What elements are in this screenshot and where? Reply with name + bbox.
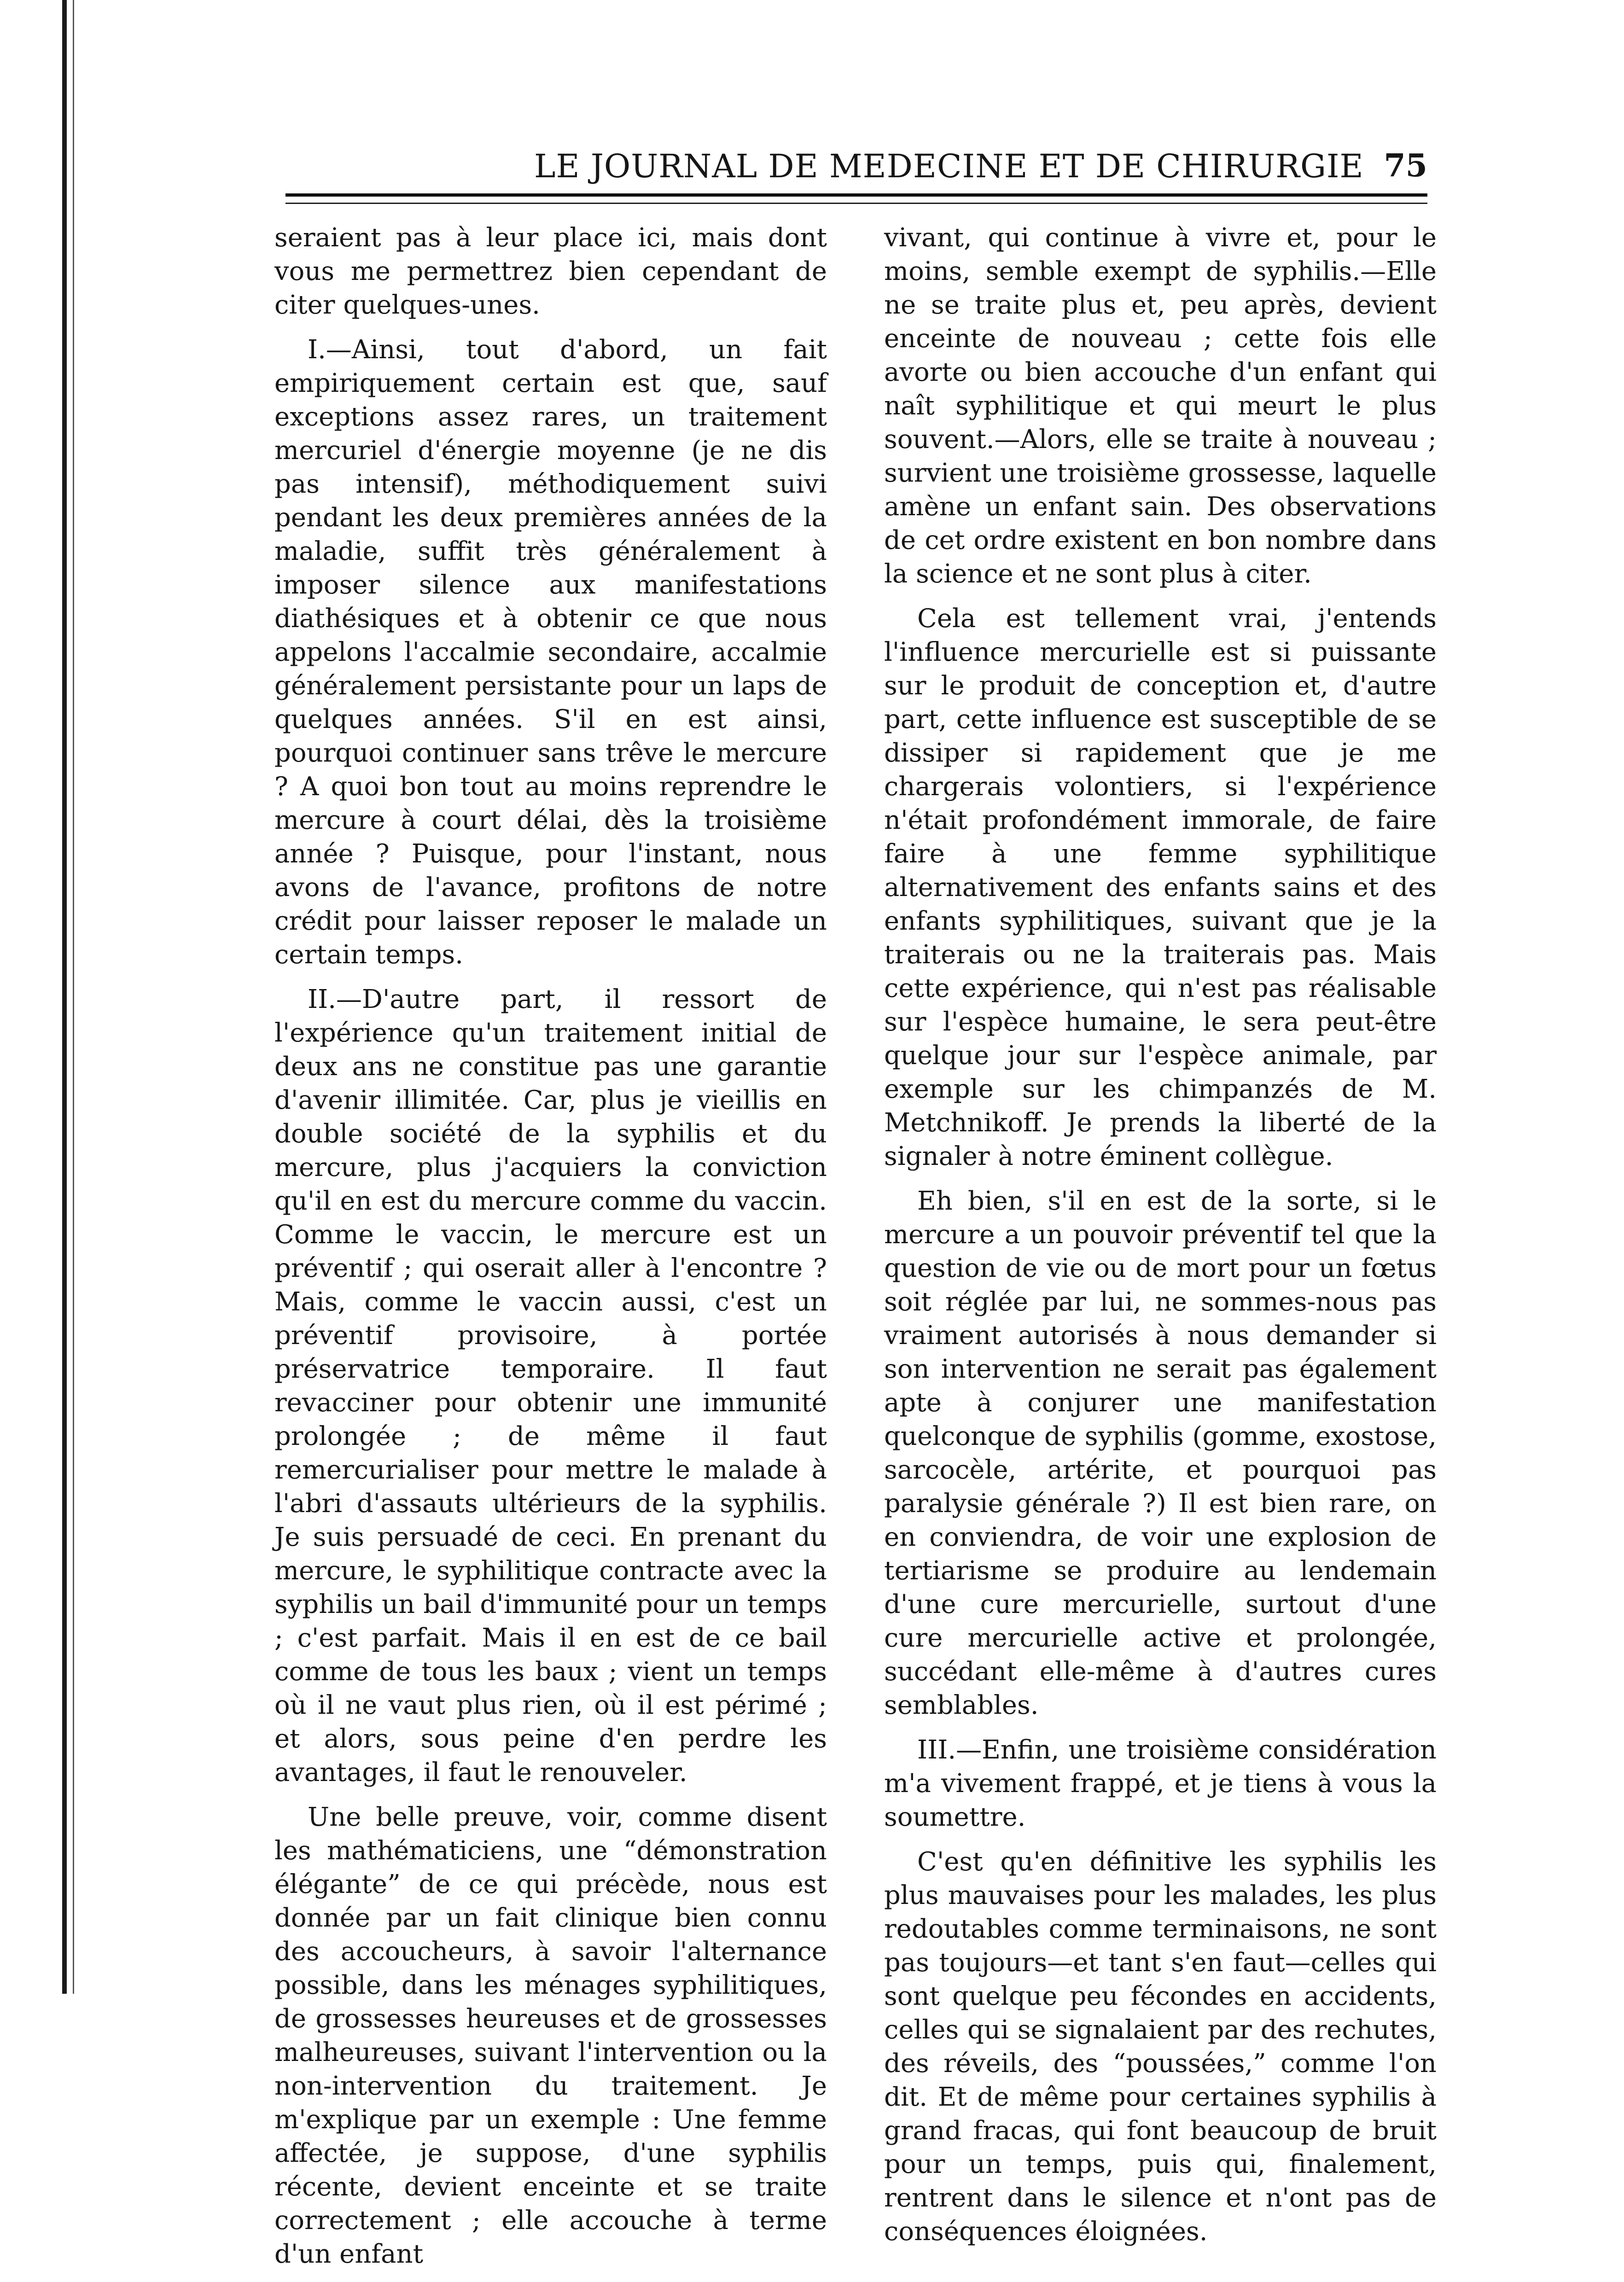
paragraph: Une belle preuve, voir, comme disent les mathématiciens, une “démonstration élégante” de ce qui précède, nous est donnée par un fait clinique bien connu des accoucheurs, à savoir l'alternance possible, dans les ménages syphilitiques, de grossesses heureuses et de grossesses malheureuses, suivant l'intervention ou la non-intervention du traitement. Je m'explique par un exemple : Une femme affectée, je suppose, d'une syphilis récente, devient enceinte et se traite correctement ; elle accouche à terme d'un enfant [274, 1802, 827, 2269]
paragraph: Cela est tellement vrai, j'entends l'influence mercurielle est si puissante sur le produit de conception et, d'autre part, cette influence est susceptible de se dissiper si rapidement que je me chargerais volontiers, si l'expérience n'était profondément immorale, de faire faire à une femme syphilitique alternativement des enfants sains et des enfants syphilitiques, suivant que je la traiterais ou ne la traiterais pas. Mais cette expérience, qui n'est pas réalisable sur l'espèce humaine, le sera peut-être quelque jour sur l'espèce animale, par exemple sur les chimpanzés de M. Metchnikoff. Je prends la liberté de la signaler à notre éminent collègue. [884, 604, 1437, 1171]
paragraph: vivant, qui continue à vivre et, pour le moins, semble exempt de syphilis.—Elle ne se traite plus et, peu après, devient enceinte de nouveau ; cette fois elle avorte ou bien accouche d'un enfant qui naît syphilitique et qui meurt le plus souvent.—Alors, elle se traite à nouveau ; survient une troisième grossesse, laquelle amène un enfant sain. Des observations de cet ordre existent en bon nombre dans la science et ne sont plus à citer. [884, 223, 1437, 589]
journal-title: LE JOURNAL DE MEDECINE ET DE CHIRURGIE [534, 147, 1364, 185]
paragraph: I.—Ainsi, tout d'abord, un fait empiriquement certain est que, sauf exceptions assez rares, un traitement mercuriel d'énergie moyenne (je ne dis pas intensif), méthodiquement suivi pendant les deux premières années de la maladie, suffit très généralement à imposer silence aux manifestations diathésiques et à obtenir ce que nous appelons l'accalmie secondaire, accalmie généralement persistante pour un laps de quelques années. S'il en est ainsi, pourquoi continuer sans trêve le mercure ? A quoi bon tout au moins reprendre le mercure à court délai, dès la troisième année ? Puisque, pour l'instant, nous avons de l'avance, profitons de notre crédit pour laisser reposer le malade un certain temps. [274, 335, 827, 970]
paragraph: III.—Enfin, une troisième considération m'a vivement frappé, et je tiens à vous la soumettre. [884, 1735, 1437, 1832]
paragraph: II.—D'autre part, il ressort de l'expérience qu'un traitement initial de deux ans ne constitue pas une garantie d'avenir illimitée. Car, plus je vieillis en double société de la syphilis et du mercure, plus j'acquiers la conviction qu'il en est du mercure comme du vaccin. Comme le vaccin, le mercure est un préventif ; qui oserait aller à l'encontre ? Mais, comme le vaccin aussi, c'est un préventif provisoire, à portée préservatrice temporaire. Il faut revacciner pour obtenir une immunité prolongée ; de même il faut remercurialiser pour mettre le malade à l'abri d'assauts ultérieurs de la syphilis. Je suis persuadé de ceci. En prenant du mercure, le syphilitique contracte avec la syphilis un bail d'immunité pour un temps ; c'est parfait. Mais il en est de ce bail comme de tous les baux ; vient un temps où il ne vaut plus rien, où il est périmé ; et alors, sous peine d'en perdre les avantages, il faut le renouveler. [274, 984, 827, 1787]
running-header [285, 143, 1427, 198]
scan-binding-edge [62, 0, 67, 1994]
paragraph: seraient pas à leur place ici, mais dont vous me permettrez bien cependant de citer quelques-unes. [274, 223, 827, 320]
left-column [274, 221, 827, 2282]
header-rule-thin [285, 203, 1427, 204]
right-column [884, 221, 1437, 2259]
page-number: 75 [1384, 147, 1427, 184]
paragraph: Eh bien, s'il en est de la sorte, si le mercure a un pouvoir préventif tel que la question de vie ou de mort pour un fœtus soit réglée par lui, ne sommes-nous pas vraiment autorisés à nous demander si son intervention ne serait pas également apte à conjurer une manifestation quelconque de syphilis (gomme, exostose, sarcocèle, artérite, et pourquoi pas paralysie générale ?) Il est bien rare, on en conviendra, de voir une explosion de tertiarisme se produire au lendemain d'une cure mercurielle, surtout d'une cure mercurielle active et prolongée, succédant elle-même à d'autres cures semblables. [884, 1186, 1437, 1720]
header-rule [285, 193, 1427, 197]
scan-binding-shadow [73, 0, 74, 1994]
paragraph: C'est qu'en définitive les syphilis les plus mauvaises pour les malades, les plus redoutables comme terminaisons, ne sont pas toujours—et tant s'en faut—celles qui sont quelque peu fécondes en accidents, celles qui se signalaient par des rechutes, des réveils, des “poussées,” comme l'on dit. Et de même pour certaines syphilis à grand fracas, qui font beaucoup de bruit pour un temps, puis qui, finalement, rentrent dans le silence et n'ont pas de conséquences éloignées. [884, 1847, 1437, 2247]
